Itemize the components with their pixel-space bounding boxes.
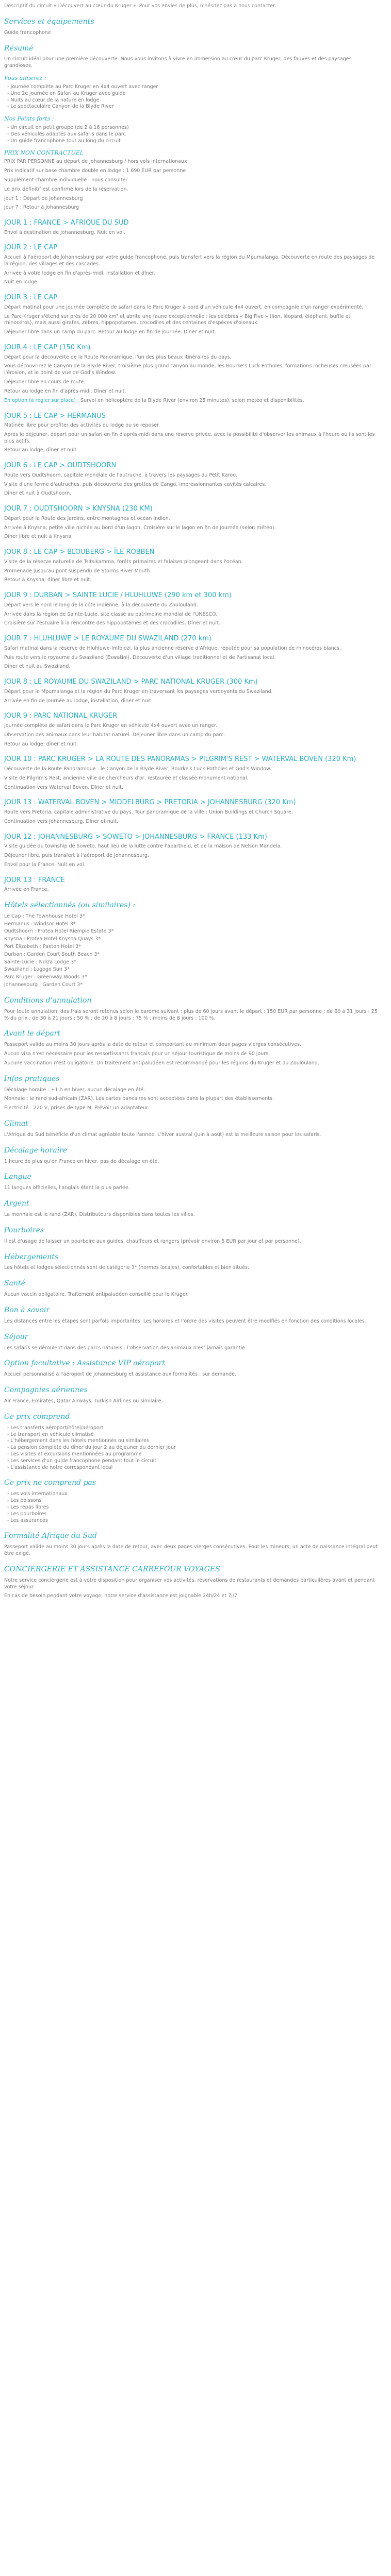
day-text: Déjeuner libre dans un camp du parc. Retour au lodge en fin de journée. Dîner et nuit.	[4, 329, 216, 335]
sante-title: Santé	[4, 1279, 25, 1288]
vous-aimerez-list	[4, 84, 379, 110]
day-text: Journée complète de safari dans le Parc Kruger en véhicule 4x4 ouvert avec un ranger.	[4, 722, 217, 728]
day-text: Matinée libre pour profiter des activités du lodge ou se reposer.	[4, 422, 160, 429]
day-text: Accueil à l'aéroport de Johannesburg par votre guide francophone, puis transfert vers la région du Mpumalanga. Découverte en route des paysages de la région, des villages et des cascades.	[4, 255, 375, 267]
day-text: Puis route vers le royaume du Swaziland (Eswatini). Découverte d'un village traditionnel et de l'artisanat local.	[4, 654, 276, 660]
hotel-item: Johannesburg : Garden Court 3*	[4, 982, 83, 988]
day-text: Retour au lodge, dîner et nuit.	[4, 447, 78, 453]
day-text: Arrivée en fin de journée au lodge, installation, dîner et nuit.	[4, 698, 153, 704]
hotel-item: Parc Kruger : Greenway Woods 3*	[4, 974, 87, 980]
list-item: - Les repas libres	[7, 1504, 379, 1511]
day-text: Départ vers le nord le long de la côte indienne, à la découverte du Zoulouland.	[4, 602, 198, 608]
list-item: - Les transferts aéroport/hôtel/aéroport	[7, 1425, 379, 1432]
day-text: Retour au lodge, dîner et nuit.	[4, 741, 78, 747]
day-title-15: JOUR 12 : JOHANNESBURG > SOWETO > JOHANNESBURG > FRANCE (133 Km)	[4, 833, 267, 841]
day-text: Le Parc Kruger s'étend sur près de 20 000 km² et abrite une faune exceptionnelle : les célèbres « Big Five » (lion, léopard, éléphant, buffle et rhinocéros), mais aussi girafes, zèbres, hippopotames, crocodiles et des centaines d'espèces d'oiseaux.	[4, 313, 351, 326]
prix-comprend-pas-list	[4, 1491, 379, 1524]
decalage-text: 1 heure de plus qu'en France en hiver, pas de décalage en été.	[4, 1158, 159, 1164]
circuit-page	[0, 3, 383, 1623]
day-text: Visite guidée du township de Soweto, haut lieu de la lutte contre l'apartheid, et de la maison de Nelson Mandela.	[4, 843, 282, 850]
day-title-4: JOUR 4 : LE CAP (150 Km)	[4, 344, 91, 352]
compagnies-text: Air France, Emirates, Qatar Airways, Turkish Airlines ou similaire.	[4, 1398, 163, 1404]
prix-title: PRIX NON CONTRACTUEL	[4, 149, 84, 157]
climat-title: Climat	[4, 1120, 28, 1128]
argent-text: La monnaie est le rand (ZAR). Distributeurs disponibles dans toutes les villes.	[4, 1212, 195, 1218]
day-text: Retour à Knysna, dîner libre et nuit.	[4, 577, 92, 583]
bon-savoir-text: Les distances entre les étapes sont parfois importantes. Les horaires et l'ordre des visites peuvent être modifiés en fonction des conditions locales.	[4, 1318, 366, 1324]
sante-text: Aucun vaccin obligatoire. Traitement antipaludéen conseillé pour le Kruger.	[4, 1292, 189, 1298]
list-item: - Nuits au cœur de la nature en lodge	[7, 97, 379, 104]
avant-depart-title: Avant le départ	[4, 1029, 60, 1038]
day-text: Départ matinal pour une journée complète de safari dans le Parc Kruger à bord d'un véhicule 4x4 ouvert, en compagnie d'un ranger expérimenté.	[4, 304, 364, 310]
resume-title: Résumé	[4, 44, 34, 53]
hotel-item: Knysna : Protea Hotel Knysna Quays 3*	[4, 936, 101, 942]
resume-text: Un circuit idéal pour une première découverte. Nous vous invitons à vivre en immersion au cœur du parc Kruger, des fauves et des paysages grandioses.	[4, 56, 352, 69]
day-title-11: JOUR 8 : LE ROYAUME DU SWAZILAND > PARC NATIONAL KRUGER (300 Km)	[4, 678, 258, 686]
services-item: Guide francophone	[4, 29, 51, 36]
conditions-title: Conditions d'annulation	[4, 996, 92, 1005]
day-text: Promenade jusqu'au pont suspendu de Storms River Mouth.	[4, 568, 152, 574]
day-text: Départ pour la découverte de la Route Panoramique, l'un des plus beaux itinéraires du pays.	[4, 354, 232, 360]
list-item: - Journée complète au Parc Kruger en 4x4 ouvert avec ranger	[7, 84, 379, 91]
sejour-text: Les safaris se déroulent dans des parcs naturels : l'observation des animaux n'est jamais garantie.	[4, 1345, 247, 1351]
infos-text: Monnaie : le rand sud-africain (ZAR). Les cartes bancaires sont acceptées dans la plupart des établissements.	[4, 1096, 274, 1102]
day-text: Arrivée à votre lodge en fin d'après-midi, installation et dîner.	[4, 270, 155, 276]
intro-text: Descriptif du circuit « Découvert au cœur du Kruger ». Pour vos envies de plus, n'hésitez pas à nous contacter.	[4, 3, 276, 9]
avant-depart-text: Aucun visa n'est nécessaire pour les ressortissants français pour un séjour touristique de moins de 90 jours.	[4, 1051, 270, 1057]
list-item: - Des véhicules adaptés aux safaris dans le parc	[7, 131, 379, 138]
day-text: Départ pour le Mpumalanga et la région du Parc Kruger en traversant les paysages verdoyants du Swaziland.	[4, 688, 273, 694]
list-item: - La pension complète du dîner du jour 2 au déjeuner du dernier jour	[7, 1445, 379, 1451]
infos-title: Infos pratiques	[4, 1074, 60, 1083]
hotel-item: Oudtshoorn : Protea Hotel Riempie Estate 3*	[4, 928, 114, 935]
langue-title: Langue	[4, 1173, 31, 1181]
option-text: Survol en hélicoptère de la Blyde River (environ 25 minutes), selon météo et disponibilités.	[80, 397, 304, 403]
day-title-1: JOUR 1 : FRANCE > AFRIQUE DU SUD	[4, 219, 129, 227]
day-title-3: JOUR 3 : LE CAP	[4, 294, 58, 302]
pourboires-title: Pourboires	[4, 1226, 44, 1234]
option-label: En option (à régler sur place) :	[4, 397, 79, 403]
day-title-13: JOUR 10 : PARC KRUGER > LA ROUTE DES PANORAMAS > PILGRIM'S REST > WATERVAL BOVEN (320 Km)	[4, 755, 356, 764]
day-title-8: JOUR 8 : LE CAP > BLOUBERG > ÎLE ROBBEN	[4, 548, 155, 556]
prix-comprend-title: Ce prix comprend	[4, 1412, 70, 1421]
hebergements-title: Hébergements	[4, 1252, 59, 1261]
day-text: Observation des animaux dans leur habitat naturel. Déjeuner libre dans un camp du parc.	[4, 732, 225, 738]
day-text: Visite de Pilgrim's Rest, ancienne ville de chercheurs d'or, restaurée et classée monument national.	[4, 775, 249, 781]
points-forts-list	[4, 125, 379, 144]
day-title-10: JOUR 7 : HLUHLUWE > LE ROYAUME DU SWAZILAND (270 km)	[4, 635, 211, 643]
conciergerie-text: En cas de besoin pendant votre voyage, notre service d'assistance est joignable 24h/24 et 7j/7.	[4, 1593, 239, 1599]
prix-line: Supplément chambre individuelle : nous consulter	[4, 177, 128, 183]
day-title-12: JOUR 9 : PARC NATIONAL KRUGER	[4, 712, 118, 720]
hotel-item: Sainte-Lucie : Ndiza Lodge 3*	[4, 959, 76, 965]
infos-text: Électricité : 220 V, prises de type M. Prévoir un adaptateur.	[4, 1105, 150, 1111]
points-forts-title: Nos Points forts :	[4, 115, 54, 123]
list-item: - Les visites et excursions mentionnées au programme	[7, 1451, 379, 1458]
day-text: Visite d'une ferme d'autruches, puis découverte des grottes de Cango, impressionnantes cavités calcaires.	[4, 481, 267, 487]
compagnies-title: Compagnies aériennes	[4, 1386, 88, 1395]
day-title-7: JOUR 7 : OUDTSHOORN > KNYSNA (230 KM)	[4, 505, 153, 513]
hotels-list	[4, 913, 379, 989]
prix-comprend-list	[4, 1425, 379, 1471]
list-item: - Un guide francophone tout au long du circuit	[7, 138, 379, 145]
list-item: - L'assistance de notre correspondant local	[7, 1465, 379, 1471]
list-item: - Les boissons	[7, 1498, 379, 1504]
infos-text: Décalage horaire : +1 h en hiver, aucun décalage en été.	[4, 1087, 145, 1093]
day-text: Continuation vers Waterval Boven. Dîner et nuit.	[4, 784, 124, 790]
prix-line: PRIX PAR PERSONNE au départ de Johannesburg / hors vols internationaux	[4, 159, 187, 165]
list-item: - L'hébergement dans les hôtels mentionnés ou similaires	[7, 1438, 379, 1445]
day-text: Arrivée en France.	[4, 887, 49, 893]
decalage-title: Décalage horaire	[4, 1146, 68, 1155]
prix-comprend-pas-title: Ce prix ne comprend pas	[4, 1479, 96, 1487]
day-title-9: JOUR 9 : DURBAN > SAINTE LUCIE / HLUHLUWE (290 km et 300 km)	[4, 591, 232, 600]
day-text: Dîner et nuit à Oudtshoorn.	[4, 490, 72, 497]
day-title-6: JOUR 6 : LE CAP > OUDTSHOORN	[4, 462, 117, 470]
day-title-14: JOUR 13 : WATERVAL BOVEN > MIDDELBURG > PRETORIA > JOHANNESBURG (320 Km)	[4, 799, 296, 807]
day-text: Envol à destination de Johannesburg. Nuit en vol.	[4, 229, 125, 235]
day-text: Route vers Oudtshoorn, capitale mondiale de l'autruche, à travers les paysages du Petit Karoo.	[4, 472, 237, 478]
day-text: Route vers Pretoria, capitale administrative du pays. Tour panoramique de la ville : Union Buildings et Church Square.	[4, 809, 293, 815]
day-title-5: JOUR 5 : LE CAP > HERMANUS	[4, 412, 106, 420]
prix-date: Jour 7 : Retour à Johannesburg	[4, 205, 79, 211]
day-text: Arrivée dans la région de Sainte-Lucie, site classé au patrimoine mondial de l'UNESCO.	[4, 611, 218, 617]
day-text: Nuit en lodge.	[4, 279, 39, 285]
hebergements-text: Les hôtels et lodges sélectionnés sont de catégorie 3* (normes locales), confortables et bien situés.	[4, 1265, 249, 1271]
day-text: Retour au lodge en fin d'après-midi. Dîner et nuit.	[4, 388, 126, 394]
conciergerie-title: CONCIERGERIE ET ASSISTANCE CARREFOUR VOYAGES	[4, 1565, 220, 1573]
day-title-16: JOUR 13 : FRANCE	[4, 876, 65, 884]
day-text: Déjeuner libre, puis transfert à l'aéroport de Johannesburg.	[4, 852, 150, 858]
list-item: - Les pourboires	[7, 1511, 379, 1518]
vous-aimerez-title: Vous aimerez :	[4, 75, 46, 82]
list-item: - Les assurances	[7, 1518, 379, 1524]
conditions-text: Pour toute annulation, des frais seront retenus selon le barème suivant : plus de 60 jours avant le départ : 150 EUR par personne ; de 60 à 31 jours : 25 % du prix ; de 30 à 21 jours : 50 % ; de 20 à 8 jours : 75 % ; moins de 8 jours : 100 %.	[4, 1008, 378, 1021]
hotel-item: Durban : Garden Court South Beach 3*	[4, 951, 100, 957]
list-item: - Un circuit en petit groupe (de 2 à 16 personnes)	[7, 125, 379, 131]
avant-depart-text: Passeport valide au moins 30 jours après la date de retour et comportant au minimum deux pages vierges consécutives.	[4, 1042, 301, 1048]
option-facultative-title: Option facultative : Assistance VIP aéroport	[4, 1359, 165, 1368]
bon-savoir-title: Bon à savoir	[4, 1306, 50, 1314]
day-text: Arrivée à Knysna, petite ville nichée au bord d'un lagon. Croisière sur le lagon en fin de journée (selon météo).	[4, 524, 276, 531]
prix-line: Le prix définitif est confirmé lors de la réservation.	[4, 186, 128, 192]
hotels-title: Hôtels sélectionnés (ou similaires) :	[4, 901, 136, 909]
sejour-title: Séjour	[4, 1332, 28, 1341]
prix-line: Prix indicatif sur base chambre double en lodge : 1 690 EUR par personne	[4, 168, 186, 174]
services-list	[4, 30, 379, 37]
list-item: - Les services d'un guide francophone pendant tout le circuit	[7, 1458, 379, 1465]
day-text: Croisière sur l'estuaire à la rencontre des hippopotames et des crocodiles. Dîner et nuit.	[4, 620, 220, 626]
day-text: Continuation vers Johannesburg. Dîner et nuit.	[4, 818, 119, 824]
list-item: - Le spectaculaire Canyon de la Blyde River	[7, 104, 379, 110]
hotel-item: Hermanus : Windsor Hotel 3*	[4, 921, 76, 927]
day-text: Dîner et nuit au Swaziland.	[4, 664, 71, 670]
day-text: Après le déjeuner, départ pour un safari en fin d'après-midi dans une réserve privée, avec la possibilité d'observer les animaux à l'heure où ils sont les plus actifs.	[4, 431, 375, 444]
hotel-item: Port Elizabeth : Paxton Hotel 3*	[4, 944, 82, 950]
day-text: Déjeuner libre en cours de route.	[4, 379, 86, 385]
climat-text: L'Afrique du Sud bénéficie d'un climat agréable toute l'année. L'hiver austral (juin à août) est la meilleure saison pour les safaris.	[4, 1131, 321, 1138]
option-facultative-text: Accueil personnalisé à l'aéroport de Johannesburg et assistance aux formalités : sur demande.	[4, 1371, 237, 1378]
conciergerie-text: Notre service conciergerie est à votre disposition pour organiser vos activités, réservations de restaurants et demandes particulières avant et pendant votre séjour.	[4, 1577, 375, 1590]
day-text: Safari matinal dans la réserve de Hluhluwe-Imfolozi, la plus ancienne réserve d'Afrique, réputée pour sa population de rhinocéros blancs.	[4, 645, 341, 651]
services-title: Services et équipements	[4, 17, 94, 26]
day-title-2: JOUR 2 : LE CAP	[4, 244, 58, 252]
langue-text: 11 langues officielles, l'anglais étant la plus parlée.	[4, 1185, 130, 1191]
day-text: Départ pour la Route des Jardins, entre montagnes et océan Indien.	[4, 515, 170, 521]
argent-title: Argent	[4, 1199, 29, 1208]
formalites-title: Formalité Afrique du Sud	[4, 1532, 97, 1540]
hotel-item: Le Cap : The Townhouse Hotel 3*	[4, 913, 85, 919]
formalites-text: Passeport valide au moins 30 jours après la date de retour, avec deux pages vierges consécutives. Pour les mineurs, un acte de naissance intégral peut être exigé.	[4, 1544, 378, 1557]
prix-date: Jour 1 : Départ de Johannesburg	[4, 195, 83, 201]
avant-depart-text: Aucune vaccination n'est obligatoire. Un traitement antipaludéen est recommandé pour les régions du Kruger et du Zoulouland.	[4, 1060, 319, 1066]
day-text: Dîner libre et nuit à Knysna.	[4, 534, 73, 540]
list-item: - Une 2e journée en Safari au Kruger avec guide	[7, 91, 379, 97]
pourboires-text: Il est d'usage de laisser un pourboire aux guides, chauffeurs et rangers (prévoir environ 5 EUR par jour et par personne).	[4, 1238, 301, 1244]
day-text: Découverte de la Route Panoramique : le Canyon de la Blyde River, Bourke's Luck Potholes et God's Window.	[4, 766, 271, 772]
day-text: Envol pour la France. Nuit en vol.	[4, 861, 86, 868]
list-item: - Les vols internationaux	[7, 1491, 379, 1498]
day-text: Visite de la réserve naturelle de Tsitsikamma, forêts primaires et falaises plongeant dans l'océan.	[4, 558, 243, 565]
list-item: - Le transport en véhicule climatisé	[7, 1432, 379, 1438]
hotel-item: Swaziland : Lugogo Sun 3*	[4, 967, 70, 973]
day-text: Vous découvrirez le Canyon de la Blyde River, troisième plus grand canyon au monde, les Bourke's Luck Potholes, formations rocheuses creusées par l'érosion, et le point de vue de God's Window.	[4, 363, 371, 376]
